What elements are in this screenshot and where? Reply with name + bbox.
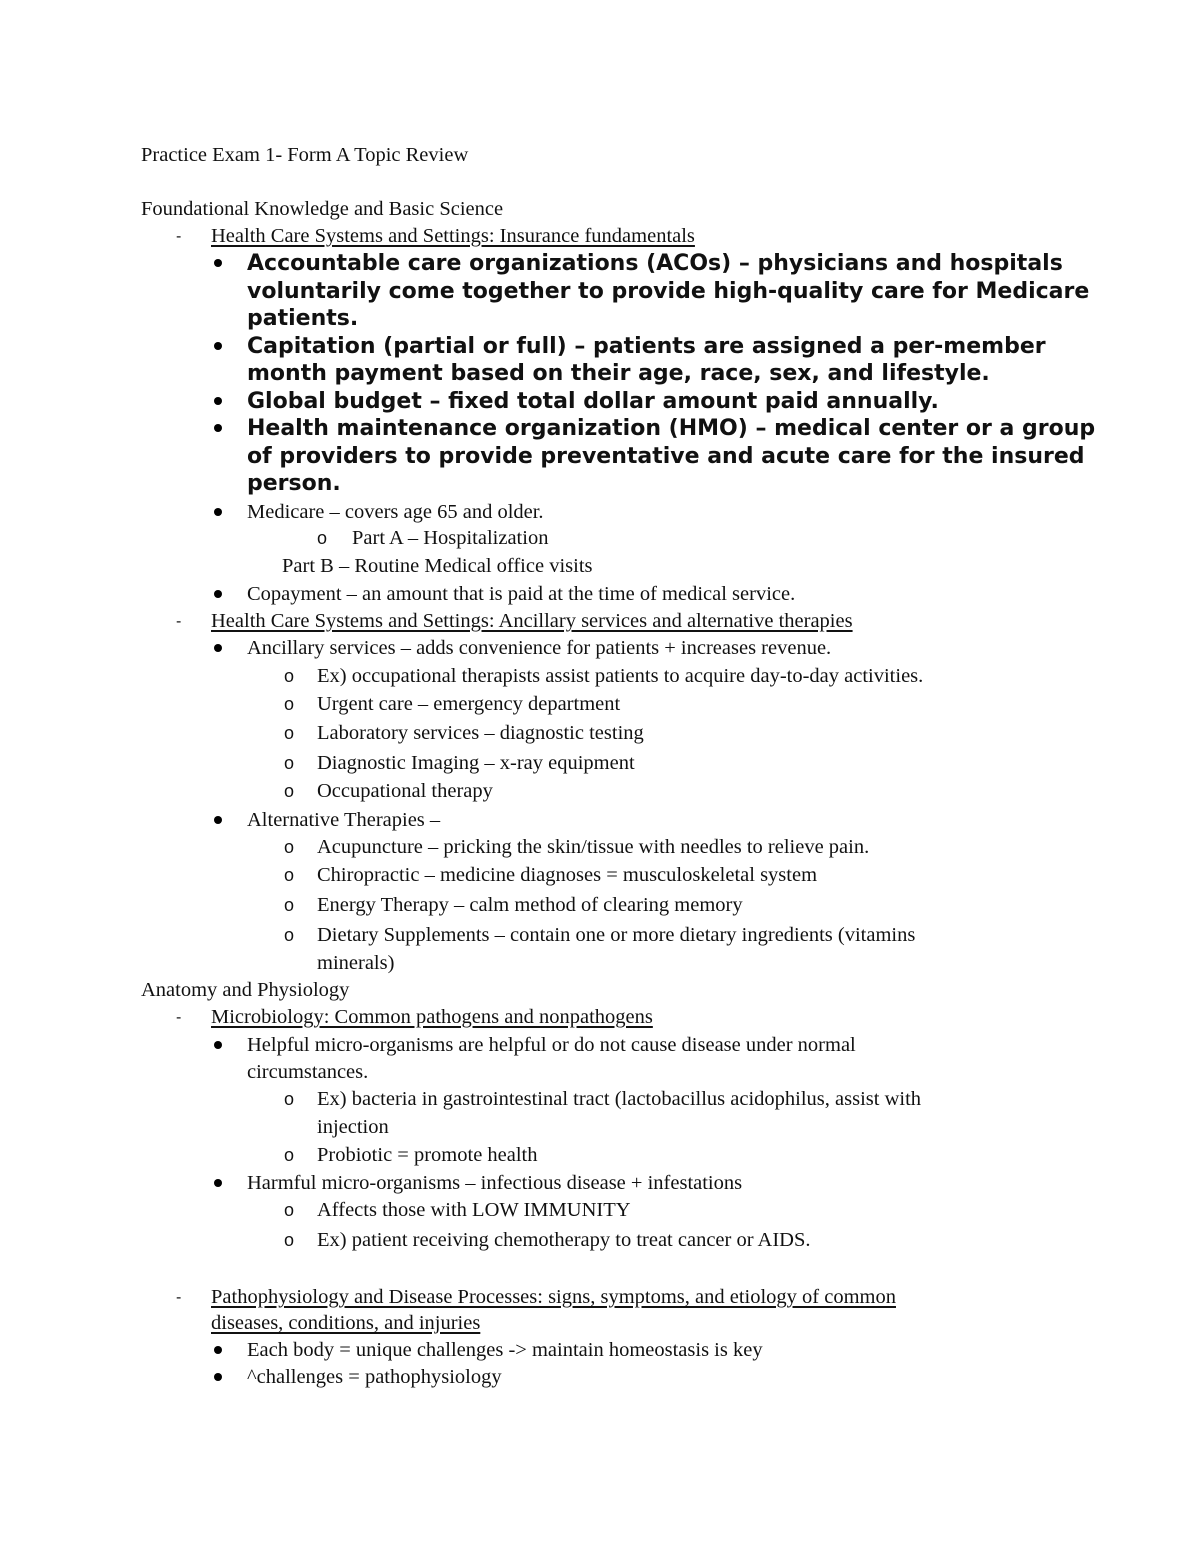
list-item-line: voluntarily come together to provide high-quality care for Medicare bbox=[247, 279, 1090, 304]
bullet-icon bbox=[214, 1041, 222, 1049]
section-heading: Anatomy and Physiology bbox=[141, 979, 350, 1001]
sub-bullet-icon: o bbox=[284, 753, 295, 773]
dash-marker: - bbox=[176, 1009, 182, 1026]
sub-bullet-icon: o bbox=[284, 694, 295, 714]
topic-heading: Health Care Systems and Settings: Ancillary services and alternative therapies bbox=[211, 610, 853, 632]
list-item-line: of providers to provide preventative and acute care for the insured bbox=[247, 444, 1085, 469]
sub-bullet-icon: o bbox=[284, 1230, 295, 1250]
sub-list-item: Energy Therapy – calm method of clearing memory bbox=[317, 894, 743, 916]
sub-bullet-icon: o bbox=[317, 528, 328, 548]
dash-marker: - bbox=[176, 228, 182, 245]
sub-list-item: Ex) occupational therapists assist patients to acquire day-to-day activities. bbox=[317, 665, 924, 687]
sub-list-item: Laboratory services – diagnostic testing bbox=[317, 722, 644, 744]
sub-bullet-icon: o bbox=[284, 1089, 295, 1109]
sub-bullet-icon: o bbox=[284, 1145, 295, 1165]
list-item: Medicare – covers age 65 and older. bbox=[247, 501, 544, 523]
sub-list-item: Affects those with LOW IMMUNITY bbox=[317, 1199, 631, 1221]
list-item-line: person. bbox=[247, 471, 341, 496]
sub-list-item-line: Ex) bacteria in gastrointestinal tract (lactobacillus acidophilus, assist with bbox=[317, 1088, 922, 1110]
list-item-line: month payment based on their age, race, sex, and lifestyle. bbox=[247, 361, 990, 386]
sub-bullet-icon: o bbox=[284, 781, 295, 801]
list-item: Harmful micro-organisms – infectious disease + infestations bbox=[247, 1172, 743, 1194]
sub-list-item: Chiropractic – medicine diagnoses = musculoskeletal system bbox=[317, 864, 818, 886]
sub-bullet-icon: o bbox=[284, 865, 295, 885]
bullet-icon bbox=[214, 342, 222, 350]
sub-list-item: Diagnostic Imaging – x-ray equipment bbox=[317, 752, 635, 774]
bullet-icon bbox=[214, 816, 222, 824]
sub-list-item: Urgent care – emergency department bbox=[317, 693, 621, 715]
sub-list-item: Acupuncture – pricking the skin/tissue with needles to relieve pain. bbox=[317, 836, 870, 858]
list-item-line: Health maintenance organization (HMO) – medical center or a group bbox=[247, 416, 1096, 441]
list-item: Ancillary services – adds convenience for patients + increases revenue. bbox=[247, 637, 832, 659]
bullet-icon bbox=[214, 590, 222, 598]
list-item-line: Accountable care organizations (ACOs) – physicians and hospitals bbox=[247, 251, 1063, 276]
bullet-icon bbox=[214, 1373, 222, 1381]
list-item-line: Helpful micro-organisms are helpful or do not cause disease under normal bbox=[247, 1034, 856, 1056]
dash-marker: - bbox=[176, 613, 182, 630]
document-title: Practice Exam 1- Form A Topic Review bbox=[141, 144, 469, 166]
list-item: Global budget – fixed total dollar amount paid annually. bbox=[247, 389, 939, 414]
sub-list-item-line: injection bbox=[317, 1116, 389, 1138]
topic-heading-line: Pathophysiology and Disease Processes: signs, symptoms, and etiology of common bbox=[211, 1286, 896, 1308]
sub-bullet-icon: o bbox=[284, 666, 295, 686]
sub-list-item-line: Dietary Supplements – contain one or more dietary ingredients (vitamins bbox=[317, 924, 916, 946]
bullet-icon bbox=[214, 259, 222, 267]
list-item: Each body = unique challenges -> maintain homeostasis is key bbox=[247, 1339, 763, 1361]
list-item: Part B – Routine Medical office visits bbox=[282, 555, 593, 577]
sub-bullet-icon: o bbox=[284, 837, 295, 857]
sub-list-item: Occupational therapy bbox=[317, 780, 493, 802]
sub-bullet-icon: o bbox=[284, 895, 295, 915]
list-item: ^challenges = pathophysiology bbox=[247, 1366, 502, 1388]
list-item-line: circumstances. bbox=[247, 1061, 369, 1083]
sub-list-item: Probiotic = promote health bbox=[317, 1144, 538, 1166]
dash-marker: - bbox=[176, 1289, 182, 1306]
sub-bullet-icon: o bbox=[284, 723, 295, 743]
bullet-icon bbox=[214, 1346, 222, 1354]
topic-heading-line: diseases, conditions, and injuries bbox=[211, 1312, 481, 1334]
list-item: Copayment – an amount that is paid at the time of medical service. bbox=[247, 583, 796, 605]
sub-list-item: Ex) patient receiving chemotherapy to treat cancer or AIDS. bbox=[317, 1229, 811, 1251]
topic-heading: Microbiology: Common pathogens and nonpathogens bbox=[211, 1006, 653, 1028]
bullet-icon bbox=[214, 508, 222, 516]
sub-list-item: Part A – Hospitalization bbox=[352, 527, 549, 549]
list-item-line: patients. bbox=[247, 306, 359, 331]
bullet-icon bbox=[214, 397, 222, 405]
bullet-icon bbox=[214, 424, 222, 432]
sub-bullet-icon: o bbox=[284, 1200, 295, 1220]
sub-list-item-line: minerals) bbox=[317, 952, 395, 974]
bullet-icon bbox=[214, 1179, 222, 1187]
topic-heading: Health Care Systems and Settings: Insurance fundamentals bbox=[211, 225, 695, 247]
list-item-line: Capitation (partial or full) – patients are assigned a per-member bbox=[247, 334, 1046, 359]
bullet-icon bbox=[214, 644, 222, 652]
section-heading: Foundational Knowledge and Basic Science bbox=[141, 198, 504, 220]
sub-bullet-icon: o bbox=[284, 925, 295, 945]
list-item: Alternative Therapies – bbox=[247, 809, 441, 831]
